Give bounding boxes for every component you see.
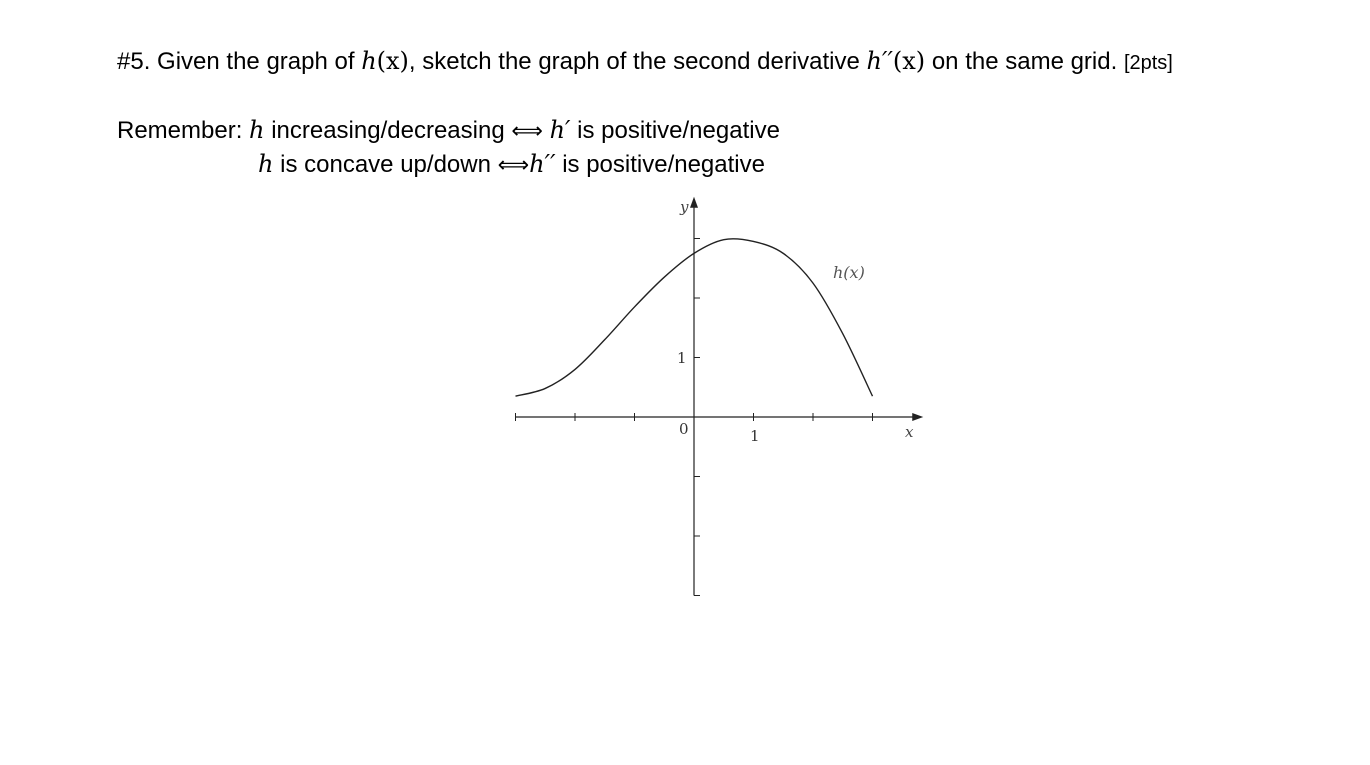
x-tick-label-1: 1 [750,427,760,445]
points-label: [2pts] [1123,52,1173,74]
question-text-1: Given the graph of [157,48,355,75]
remember-label: Remember: [117,117,243,144]
y-axis-label: y [680,198,689,216]
remember-2-deriv: h′′ [529,150,556,178]
question-number: #5. [117,48,151,75]
question-text-2: , sketch the graph of the second derivative [408,48,860,75]
remember-1-deriv: h′ [549,116,571,144]
remember-1-var: h [249,116,265,144]
second-derivative-symbol: h′′ [866,47,893,75]
origin-label: 0 [679,420,689,438]
function-arg: (x) [376,47,409,75]
remember-2-var: h [258,150,274,178]
x-axis-label: x [905,423,914,441]
function-name: h [361,47,377,75]
remember-1-text: increasing/decreasing [271,117,505,144]
curve-label: h(x) [833,263,865,282]
remember-2-result: is positive/negative [562,151,765,178]
remember-2-text: is concave up/down [280,151,491,178]
iff-arrow-icon: ⟺ [497,153,530,178]
remember-1-result: is positive/negative [577,117,780,144]
question-text-3: on the same grid. [931,48,1118,75]
axes [516,197,924,596]
y-axis-arrow-icon [690,197,698,208]
iff-arrow-icon: ⟺ [511,119,543,144]
y-tick-label-1: 1 [677,349,687,367]
second-derivative-arg: (x) [892,47,926,75]
x-axis-arrow-icon [912,413,923,421]
